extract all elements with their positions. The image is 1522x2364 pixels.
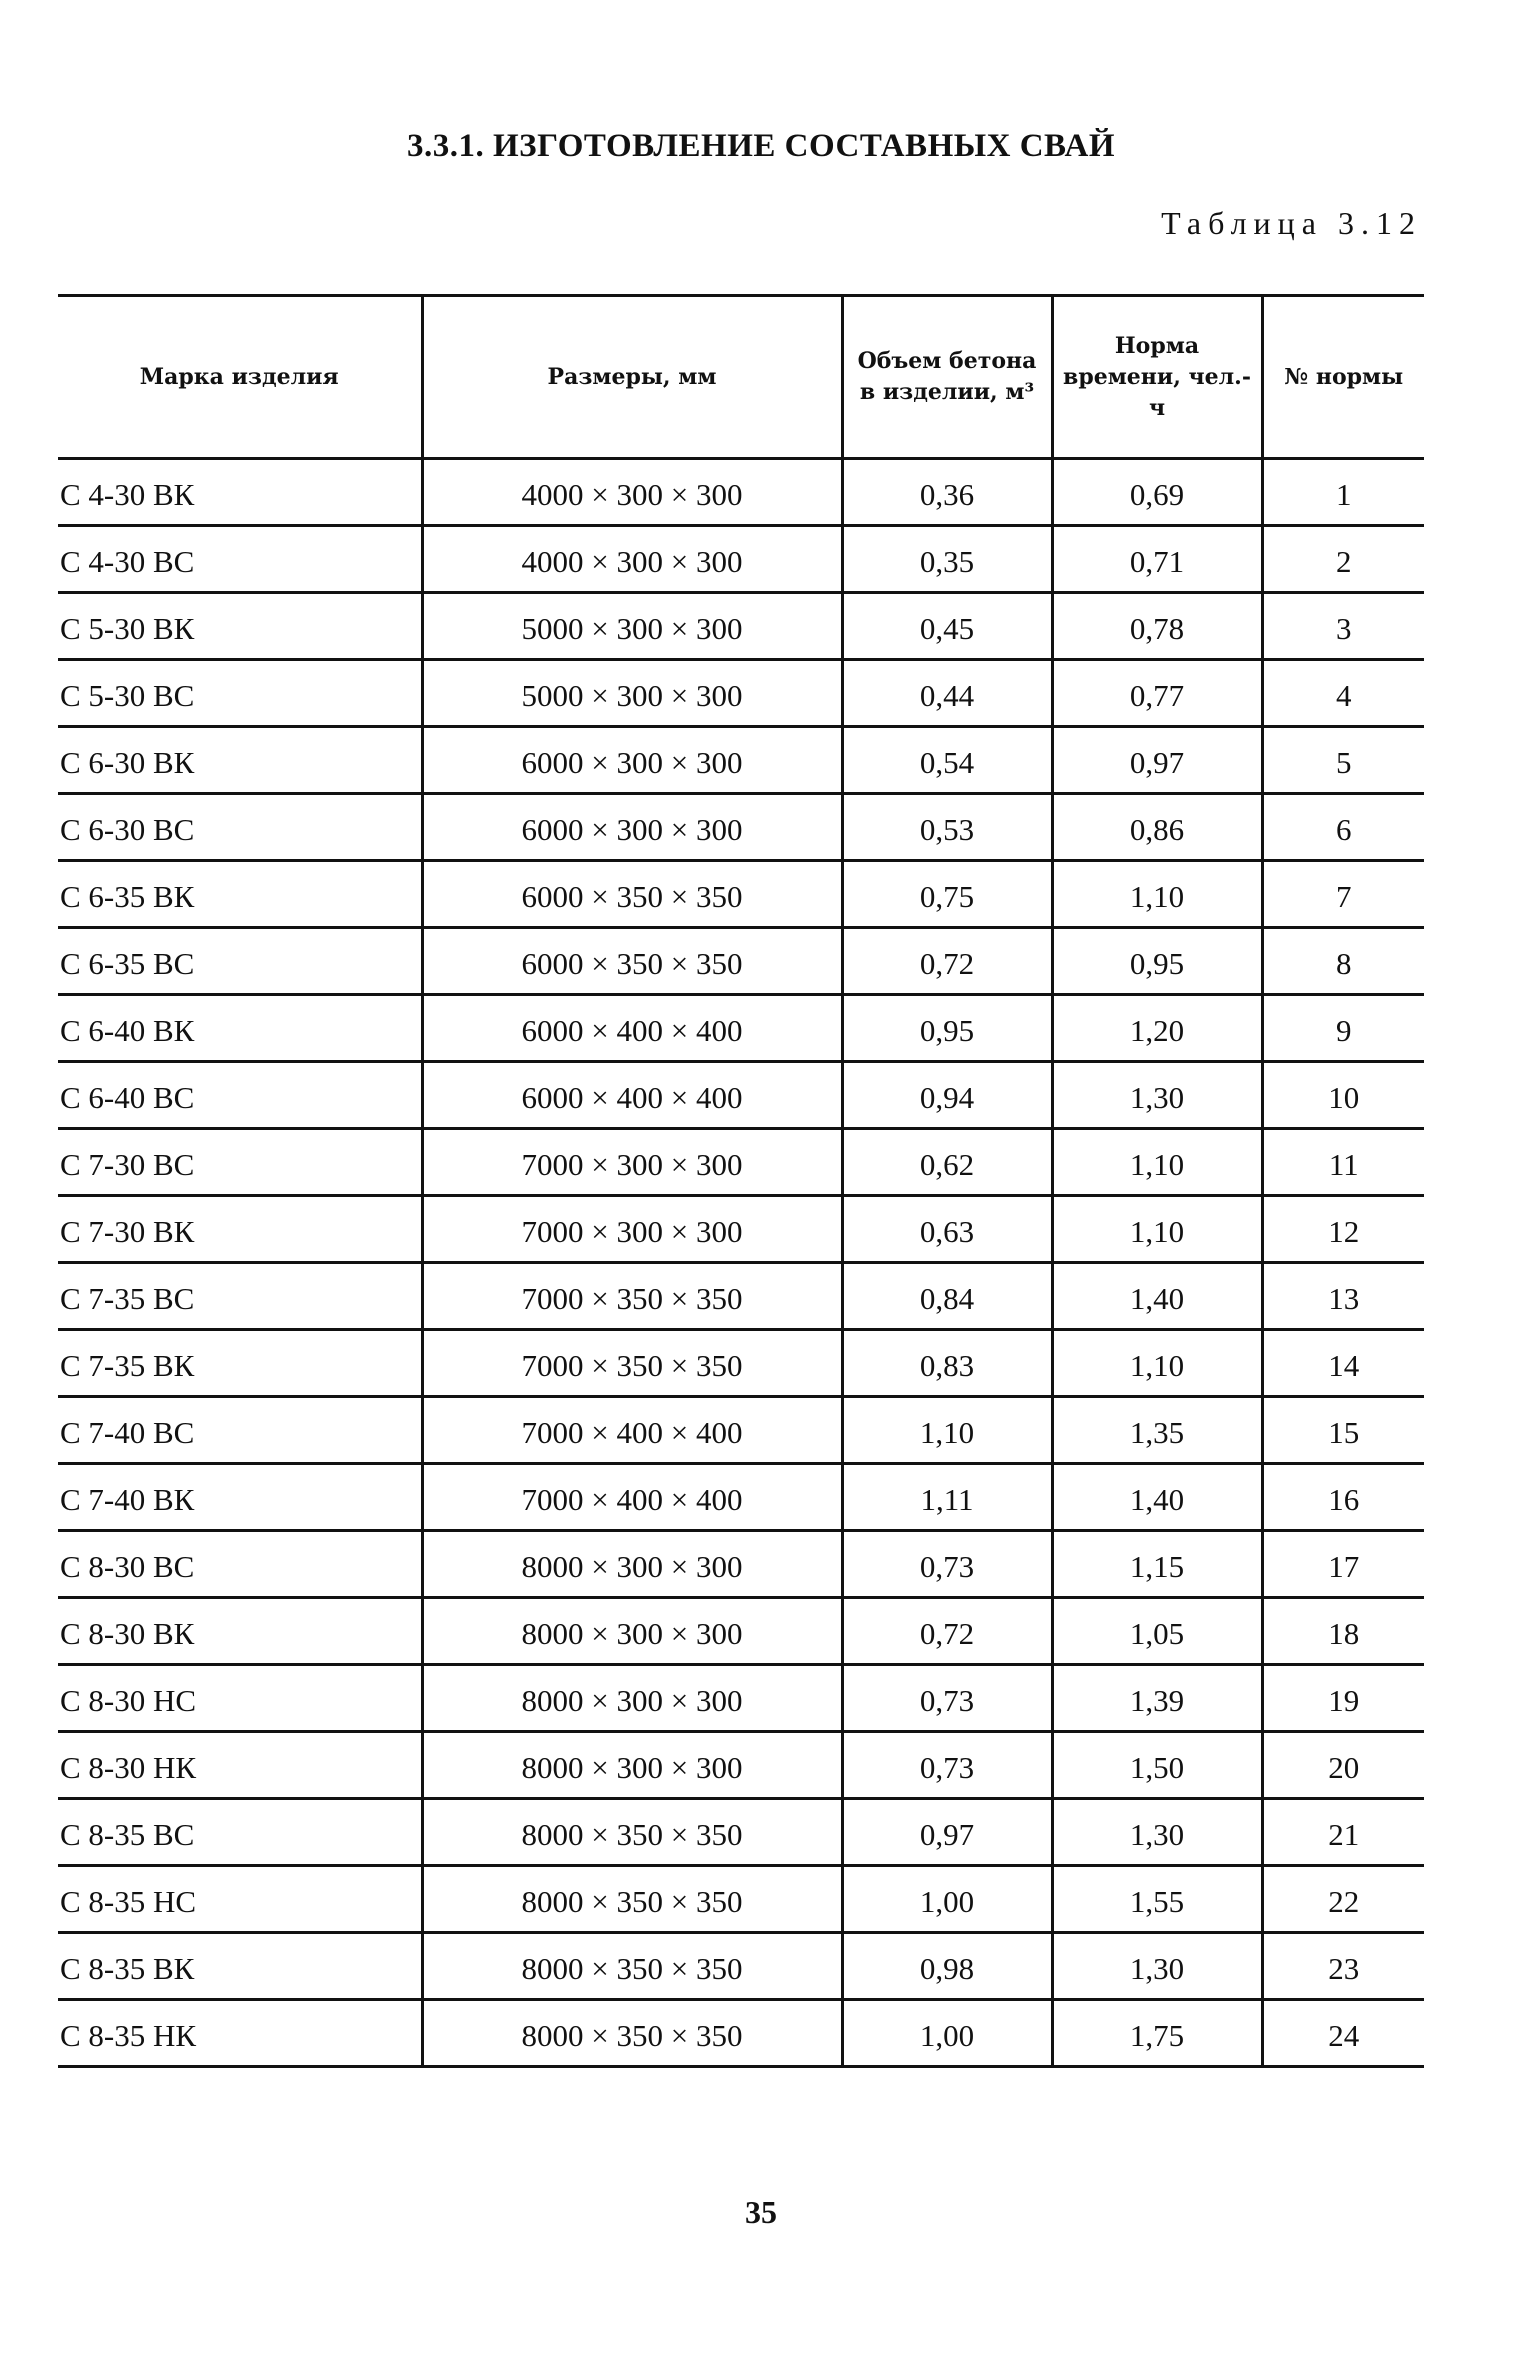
cell-mark: С 5-30 ВС (58, 660, 422, 727)
section-title: 3.3.1. ИЗГОТОВЛЕНИЕ СОСТАВНЫХ СВАЙ (407, 128, 1115, 164)
cell-norm-no: 20 (1262, 1732, 1424, 1799)
cell-volume: 0,63 (842, 1196, 1052, 1263)
cell-norm-no: 16 (1262, 1464, 1424, 1531)
cell-volume: 0,44 (842, 660, 1052, 727)
cell-time-norm: 1,30 (1052, 1933, 1262, 2000)
cell-size: 6000 × 350 × 350 (422, 861, 842, 928)
cell-mark: С 7-35 ВК (58, 1330, 422, 1397)
norms-table (58, 294, 1424, 2068)
cell-time-norm: 0,95 (1052, 928, 1262, 995)
cell-time-norm: 0,71 (1052, 526, 1262, 593)
cell-volume: 1,10 (842, 1397, 1052, 1464)
cell-time-norm: 1,40 (1052, 1263, 1262, 1330)
cell-size: 4000 × 300 × 300 (422, 526, 842, 593)
cell-volume: 1,00 (842, 2000, 1052, 2067)
cell-size: 6000 × 300 × 300 (422, 727, 842, 794)
cell-norm-no: 8 (1262, 928, 1424, 995)
cell-norm-no: 10 (1262, 1062, 1424, 1129)
cell-volume: 0,75 (842, 861, 1052, 928)
cell-mark: С 6-35 ВК (58, 861, 422, 928)
cell-norm-no: 2 (1262, 526, 1424, 593)
cell-norm-no: 13 (1262, 1263, 1424, 1330)
cell-mark: С 7-40 ВС (58, 1397, 422, 1464)
table-row (58, 1263, 1424, 1330)
cell-mark: С 8-30 ВК (58, 1598, 422, 1665)
header-norm-no: № нормы (1262, 296, 1424, 459)
cell-volume: 0,94 (842, 1062, 1052, 1129)
cell-time-norm: 1,15 (1052, 1531, 1262, 1598)
cell-size: 6000 × 350 × 350 (422, 928, 842, 995)
cell-volume: 0,53 (842, 794, 1052, 861)
cell-norm-no: 1 (1262, 459, 1424, 526)
cell-size: 6000 × 400 × 400 (422, 995, 842, 1062)
table-row (58, 1129, 1424, 1196)
cell-time-norm: 1,40 (1052, 1464, 1262, 1531)
cell-time-norm: 1,10 (1052, 1330, 1262, 1397)
cell-size: 8000 × 300 × 300 (422, 1732, 842, 1799)
cell-mark: С 7-40 ВК (58, 1464, 422, 1531)
cell-time-norm: 1,50 (1052, 1732, 1262, 1799)
table-label: Таблица 3.12 (1161, 205, 1422, 241)
header-volume: Объем бетона в изделии, м³ (842, 296, 1052, 459)
cell-norm-no: 22 (1262, 1866, 1424, 1933)
cell-time-norm: 1,05 (1052, 1598, 1262, 1665)
table-body (58, 459, 1424, 2067)
cell-size: 8000 × 300 × 300 (422, 1665, 842, 1732)
cell-norm-no: 14 (1262, 1330, 1424, 1397)
cell-volume: 0,72 (842, 1598, 1052, 1665)
table-row (58, 2000, 1424, 2067)
table-row (58, 1464, 1424, 1531)
cell-time-norm: 1,20 (1052, 995, 1262, 1062)
table-row (58, 1799, 1424, 1866)
cell-volume: 0,95 (842, 995, 1052, 1062)
cell-volume: 0,36 (842, 459, 1052, 526)
cell-volume: 1,00 (842, 1866, 1052, 1933)
cell-time-norm: 1,75 (1052, 2000, 1262, 2067)
cell-time-norm: 0,69 (1052, 459, 1262, 526)
cell-mark: С 8-35 ВС (58, 1799, 422, 1866)
cell-mark: С 6-40 ВС (58, 1062, 422, 1129)
cell-norm-no: 6 (1262, 794, 1424, 861)
table-row (58, 459, 1424, 526)
cell-mark: С 8-35 НК (58, 2000, 422, 2067)
cell-mark: С 8-30 НК (58, 1732, 422, 1799)
cell-size: 8000 × 300 × 300 (422, 1531, 842, 1598)
cell-time-norm: 1,55 (1052, 1866, 1262, 1933)
cell-size: 5000 × 300 × 300 (422, 660, 842, 727)
table-row (58, 660, 1424, 727)
cell-norm-no: 5 (1262, 727, 1424, 794)
cell-time-norm: 0,77 (1052, 660, 1262, 727)
cell-size: 7000 × 400 × 400 (422, 1464, 842, 1531)
cell-mark: С 8-35 НС (58, 1866, 422, 1933)
cell-time-norm: 0,97 (1052, 727, 1262, 794)
cell-norm-no: 12 (1262, 1196, 1424, 1263)
cell-mark: С 6-30 ВС (58, 794, 422, 861)
cell-time-norm: 1,39 (1052, 1665, 1262, 1732)
cell-mark: С 8-30 НС (58, 1665, 422, 1732)
cell-mark: С 6-30 ВК (58, 727, 422, 794)
cell-time-norm: 1,35 (1052, 1397, 1262, 1464)
cell-norm-no: 17 (1262, 1531, 1424, 1598)
table-row (58, 794, 1424, 861)
cell-time-norm: 1,10 (1052, 1129, 1262, 1196)
cell-volume: 0,97 (842, 1799, 1052, 1866)
cell-volume: 0,98 (842, 1933, 1052, 2000)
table-row (58, 1665, 1424, 1732)
table-row (58, 1330, 1424, 1397)
cell-mark: С 6-40 ВК (58, 995, 422, 1062)
cell-size: 8000 × 350 × 350 (422, 1933, 842, 2000)
cell-size: 7000 × 400 × 400 (422, 1397, 842, 1464)
table-row (58, 1732, 1424, 1799)
cell-mark: С 7-30 ВК (58, 1196, 422, 1263)
cell-volume: 0,45 (842, 593, 1052, 660)
cell-mark: С 4-30 ВС (58, 526, 422, 593)
cell-time-norm: 1,30 (1052, 1062, 1262, 1129)
table-row (58, 1933, 1424, 2000)
cell-volume: 1,11 (842, 1464, 1052, 1531)
cell-mark: С 7-35 ВС (58, 1263, 422, 1330)
cell-volume: 0,84 (842, 1263, 1052, 1330)
header-size: Размеры, мм (422, 296, 842, 459)
table-row (58, 1196, 1424, 1263)
table-row (58, 861, 1424, 928)
cell-size: 8000 × 300 × 300 (422, 1598, 842, 1665)
cell-volume: 0,54 (842, 727, 1052, 794)
cell-volume: 0,72 (842, 928, 1052, 995)
cell-norm-no: 3 (1262, 593, 1424, 660)
table-row (58, 1062, 1424, 1129)
cell-norm-no: 24 (1262, 2000, 1424, 2067)
cell-size: 7000 × 300 × 300 (422, 1196, 842, 1263)
cell-size: 5000 × 300 × 300 (422, 593, 842, 660)
cell-mark: С 5-30 ВК (58, 593, 422, 660)
table-row (58, 1531, 1424, 1598)
cell-mark: С 8-30 ВС (58, 1531, 422, 1598)
cell-size: 6000 × 400 × 400 (422, 1062, 842, 1129)
cell-mark: С 6-35 ВС (58, 928, 422, 995)
cell-norm-no: 19 (1262, 1665, 1424, 1732)
cell-volume: 0,62 (842, 1129, 1052, 1196)
cell-volume: 0,73 (842, 1531, 1052, 1598)
cell-time-norm: 0,78 (1052, 593, 1262, 660)
table-header-row (58, 296, 1424, 459)
cell-norm-no: 4 (1262, 660, 1424, 727)
table-row (58, 526, 1424, 593)
cell-mark: С 4-30 ВК (58, 459, 422, 526)
cell-time-norm: 1,10 (1052, 1196, 1262, 1263)
table-row (58, 1598, 1424, 1665)
cell-size: 8000 × 350 × 350 (422, 2000, 842, 2067)
cell-volume: 0,83 (842, 1330, 1052, 1397)
cell-mark: С 7-30 ВС (58, 1129, 422, 1196)
table-row (58, 1866, 1424, 1933)
cell-norm-no: 15 (1262, 1397, 1424, 1464)
cell-norm-no: 11 (1262, 1129, 1424, 1196)
cell-time-norm: 1,10 (1052, 861, 1262, 928)
cell-volume: 0,73 (842, 1732, 1052, 1799)
cell-volume: 0,73 (842, 1665, 1052, 1732)
table-row (58, 1397, 1424, 1464)
cell-norm-no: 7 (1262, 861, 1424, 928)
cell-size: 6000 × 300 × 300 (422, 794, 842, 861)
cell-size: 8000 × 350 × 350 (422, 1866, 842, 1933)
cell-size: 7000 × 300 × 300 (422, 1129, 842, 1196)
cell-volume: 0,35 (842, 526, 1052, 593)
table-row (58, 593, 1424, 660)
table-row (58, 727, 1424, 794)
cell-time-norm: 0,86 (1052, 794, 1262, 861)
page-number: 35 (745, 2194, 777, 2230)
table-row (58, 995, 1424, 1062)
cell-norm-no: 21 (1262, 1799, 1424, 1866)
cell-time-norm: 1,30 (1052, 1799, 1262, 1866)
cell-size: 7000 × 350 × 350 (422, 1263, 842, 1330)
table-row (58, 928, 1424, 995)
cell-norm-no: 9 (1262, 995, 1424, 1062)
cell-norm-no: 18 (1262, 1598, 1424, 1665)
cell-mark: С 8-35 ВК (58, 1933, 422, 2000)
header-mark: Марка изделия (58, 296, 422, 459)
cell-size: 4000 × 300 × 300 (422, 459, 842, 526)
cell-size: 8000 × 350 × 350 (422, 1799, 842, 1866)
cell-size: 7000 × 350 × 350 (422, 1330, 842, 1397)
header-time-norm: Норма времени, чел.-ч (1052, 296, 1262, 459)
cell-norm-no: 23 (1262, 1933, 1424, 2000)
